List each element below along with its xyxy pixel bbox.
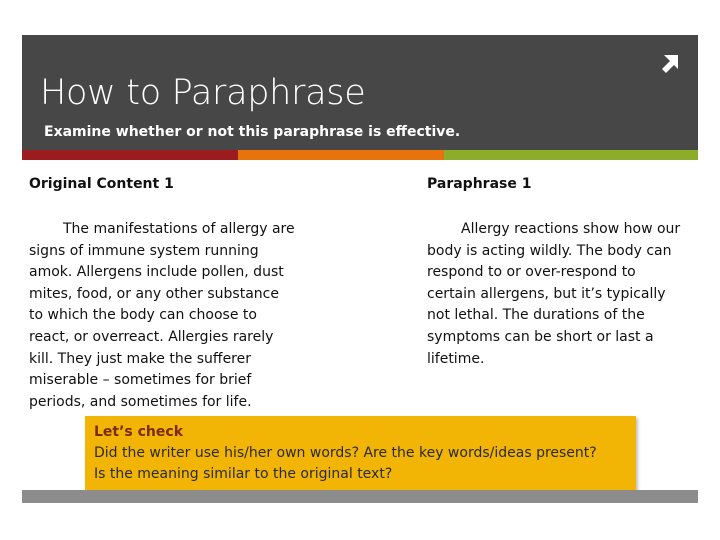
- original-text: The manifestations of allergy are signs of immune system running amok. Allergens include pollen, dust mites, food, or any other substance to which the body can choose to react, or overreact. Allergies rarely kill. They just make the sufferer miserable – sometimes for brief periods, and sometimes for life.: [29, 221, 295, 410]
- paraphrase-heading: Paraphrase 1: [427, 176, 532, 192]
- lets-check-box: [85, 416, 636, 490]
- check-title: Let’s check: [94, 424, 184, 440]
- slide-subtitle: Examine whether or not this paraphrase is effective.: [44, 124, 461, 140]
- accent-stripe-red: [22, 150, 238, 160]
- accent-stripe-green: [444, 150, 698, 160]
- check-line-1: Did the writer use his/her own words? Are the key words/ideas present?: [94, 445, 597, 461]
- check-line-2: Is the meaning similar to the original text?: [94, 466, 393, 482]
- accent-stripe-orange: [238, 150, 444, 160]
- header-banner: [22, 35, 698, 150]
- original-heading: Original Content 1: [29, 176, 174, 192]
- footer-bar: [22, 490, 698, 503]
- arrow-icon: [660, 53, 682, 75]
- slide-title: How to Paraphrase: [40, 73, 366, 113]
- paraphrase-text: Allergy reactions show how our body is acting wildly. The body can respond to or over-respond to certain allergens, but it’s typically not lethal. The durations of the symptoms can be short or last a lifetime.: [427, 221, 681, 367]
